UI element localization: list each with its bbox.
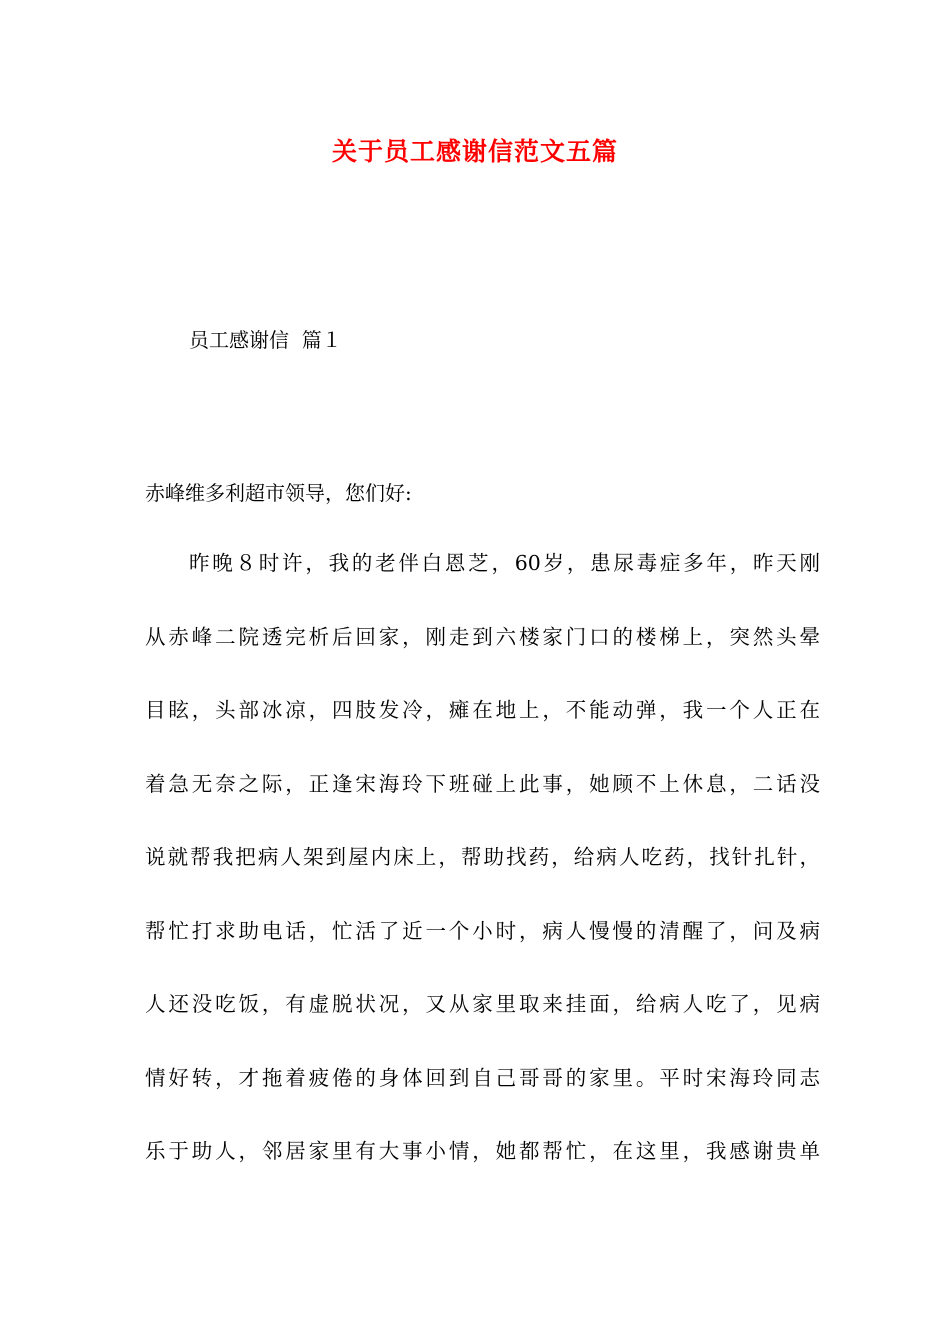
body-line: 昨晚８时许，我的老伴白恩芝，60岁，患尿毒症多年，昨天刚 [189,551,820,575]
body-line: 目眩，头部冰凉，四肢发冷，瘫在地上，不能动弹，我一个人正在 [145,698,820,722]
body-line: 情好转，才拖着疲倦的身体回到自己哥哥的家里。平时宋海玲同志 [145,1065,820,1090]
document-title: 关于员工感谢信范文五篇 [331,137,618,166]
body-line: 人还没吃饭，有虚脱状况，又从家里取来挂面，给病人吃了，见病 [145,992,820,1016]
body-text [145,546,825,1208]
body-line: 帮忙打求助电话，忙活了近一个小时，病人慢慢的清醒了，问及病 [145,918,820,943]
body-line: 着急无奈之际，正逢宋海玲下班碰上此事，她顾不上休息，二话没 [145,771,820,796]
body-line: 乐于助人，邻居家里有大事小情，她都帮忙，在这里，我感谢贵单 [145,1139,820,1163]
body-line: 说就帮我把病人架到屋内床上，帮助找药，给病人吃药，找针扎针， [145,845,820,869]
salutation: 赤峰维多利超市领导，您们好: [145,481,412,505]
body-line: 从赤峰二院透完析后回家，刚走到六楼家门口的楼梯上，突然头晕 [145,624,820,649]
section-heading: 员工感谢信 篇１ [189,328,342,352]
